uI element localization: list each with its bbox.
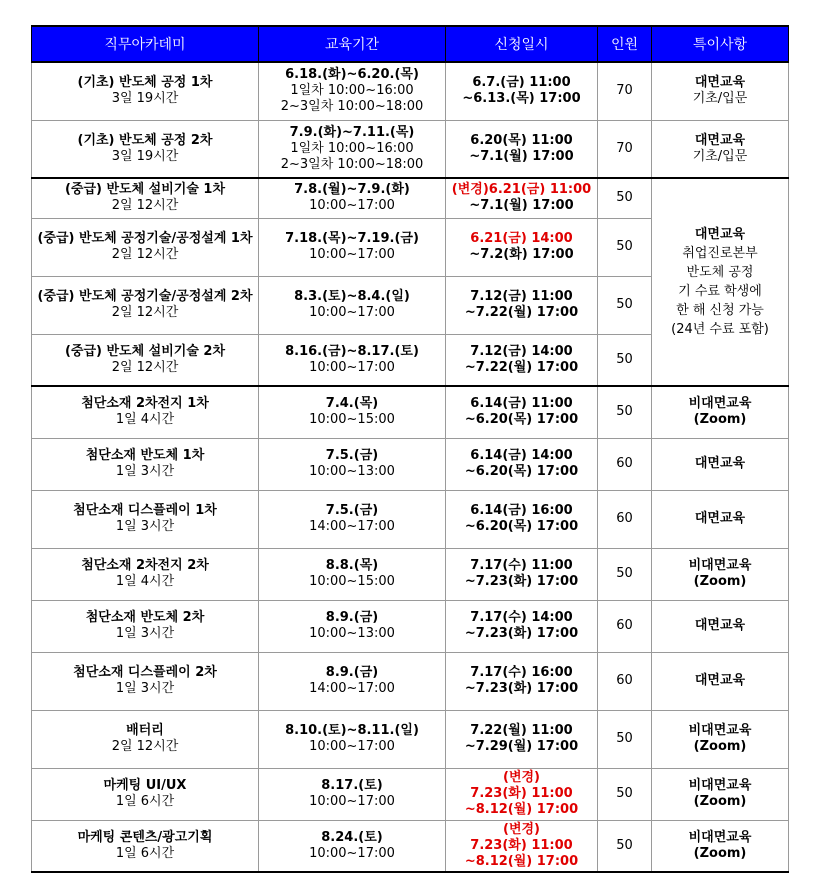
course-title: 첨단소재 2차전지 2차	[81, 558, 209, 573]
apply-end: ~7.23(화) 17:00	[464, 574, 579, 589]
apply-cell	[446, 386, 598, 438]
apply-cell	[446, 120, 598, 178]
period-cell	[259, 548, 446, 600]
period-cell	[259, 334, 446, 386]
apply-start-changed: (변경)6.21(금) 11:00	[451, 182, 592, 198]
course-cell	[32, 438, 259, 490]
note-type: 비대면교육	[688, 829, 752, 845]
apply-cell	[446, 548, 598, 600]
academy-schedule-table	[31, 25, 789, 873]
course-duration: 1일 4시간	[115, 574, 175, 589]
apply-start: 7.17(수) 11:00	[470, 558, 573, 573]
table-row	[32, 600, 789, 652]
apply-start: 7.12(금) 11:00	[470, 289, 573, 304]
period-time: 1일차 10:00~16:00	[290, 83, 414, 99]
course-duration: 1일 3시간	[115, 519, 175, 534]
apply-start-changed: 6.21(금) 14:00	[470, 231, 573, 246]
apply-end: ~7.23(화) 17:00	[464, 626, 579, 641]
apply-start-changed: 7.23(화) 11:00	[470, 837, 573, 853]
apply-start: 7.17(수) 14:00	[470, 610, 573, 625]
course-duration: 1일 4시간	[115, 412, 175, 428]
header-academy: 직무아카데미	[32, 26, 259, 62]
apply-cell	[446, 710, 598, 768]
header-period: 교육기간	[259, 26, 446, 62]
note-type: 대면교육	[694, 75, 746, 91]
period-dates: 7.5.(금)	[325, 448, 379, 463]
apply-end: ~7.22(월) 17:00	[464, 305, 579, 320]
apply-cell	[446, 768, 598, 820]
course-duration: 1일 6시간	[115, 845, 175, 861]
note-line: (24년 수료 포함)	[671, 322, 769, 337]
count-cell: 50	[598, 768, 652, 820]
course-cell	[32, 652, 259, 710]
count-cell: 50	[598, 276, 652, 334]
count-cell: 50	[598, 820, 652, 872]
course-duration: 3일 19시간	[111, 91, 179, 107]
note-detail: (Zoom)	[693, 574, 747, 589]
period-cell	[259, 600, 446, 652]
note-type: 대면교육	[694, 673, 746, 688]
note-cell	[652, 600, 789, 652]
period-cell	[259, 652, 446, 710]
course-cell	[32, 178, 259, 218]
period-time: 10:00~17:00	[309, 359, 395, 375]
period-cell	[259, 218, 446, 276]
apply-cell	[446, 178, 598, 218]
course-duration: 1일 3시간	[115, 626, 175, 641]
period-dates: 8.9.(금)	[325, 665, 379, 680]
merged-note-cell	[652, 178, 789, 386]
note-line: 기 수료 학생에	[678, 284, 762, 299]
period-dates: 8.9.(금)	[325, 610, 379, 625]
course-title: (기초) 반도체 공정 1차	[77, 75, 213, 91]
course-cell	[32, 218, 259, 276]
table-row	[32, 178, 789, 218]
course-title: 첨단소재 반도체 1차	[85, 448, 205, 463]
note-type: 비대면교육	[688, 558, 752, 573]
apply-end: ~6.20(목) 17:00	[464, 464, 579, 479]
course-duration: 3일 19시간	[111, 148, 179, 164]
apply-end: ~7.22(월) 17:00	[464, 359, 579, 375]
course-title: 첨단소재 디스플레이 2차	[73, 665, 217, 680]
period-cell	[259, 768, 446, 820]
period-dates: 8.17.(토)	[321, 778, 383, 793]
header-row	[32, 26, 789, 62]
period-cell	[259, 386, 446, 438]
note-cell	[652, 386, 789, 438]
count-cell: 50	[598, 218, 652, 276]
course-title: 첨단소재 2차전지 1차	[81, 396, 209, 412]
note-line: 한 해 신청 가능	[676, 303, 764, 318]
table-row	[32, 490, 789, 548]
apply-start: 7.22(월) 11:00	[470, 723, 573, 738]
course-duration: 1일 3시간	[115, 464, 175, 479]
note-type: 대면교육	[694, 618, 746, 633]
apply-end-changed: ~8.12(월) 17:00	[464, 802, 579, 817]
apply-cell	[446, 600, 598, 652]
period-cell	[259, 820, 446, 872]
period-time: 10:00~17:00	[309, 198, 395, 214]
note-line: 반도체 공정	[686, 265, 754, 280]
count-cell: 50	[598, 548, 652, 600]
apply-cell	[446, 652, 598, 710]
note-cell	[652, 820, 789, 872]
note-line: 취업진로본부	[682, 246, 758, 261]
course-cell	[32, 334, 259, 386]
apply-end: ~7.29(월) 17:00	[464, 739, 579, 754]
note-type: 대면교육	[694, 511, 746, 526]
note-detail: (Zoom)	[693, 739, 747, 754]
period-time: 10:00~17:00	[309, 794, 395, 809]
period-cell	[259, 276, 446, 334]
course-title: (중급) 반도체 설비기술 2차	[64, 343, 226, 359]
period-time: 2~3일차 10:00~18:00	[280, 156, 424, 172]
period-time: 10:00~17:00	[309, 305, 395, 320]
note-detail: (Zoom)	[693, 794, 747, 809]
course-title: (중급) 반도체 공정기술/공정설계 2차	[37, 289, 253, 304]
apply-start: 7.12(금) 14:00	[470, 343, 573, 359]
apply-cell	[446, 490, 598, 548]
course-duration: 2일 12시간	[111, 247, 179, 262]
apply-changed-label: (변경)	[503, 821, 540, 837]
apply-cell	[446, 62, 598, 120]
course-title: 배터리	[126, 723, 164, 738]
apply-end-changed: ~8.12(월) 17:00	[464, 853, 579, 869]
course-duration: 2일 12시간	[111, 198, 179, 214]
apply-start: 6.14(금) 14:00	[470, 448, 573, 463]
course-duration: 2일 12시간	[111, 739, 179, 754]
count-cell: 50	[598, 178, 652, 218]
period-time: 10:00~13:00	[309, 626, 395, 641]
period-dates: 7.5.(금)	[325, 503, 379, 518]
course-title: (중급) 반도체 공정기술/공정설계 1차	[37, 231, 253, 246]
course-cell	[32, 62, 259, 120]
period-time: 10:00~15:00	[309, 574, 395, 589]
course-duration: 1일 6시간	[115, 794, 175, 809]
table-row	[32, 438, 789, 490]
note-type: 대면교육	[694, 456, 746, 471]
apply-start: 7.17(수) 16:00	[470, 665, 573, 680]
period-dates: 7.4.(목)	[325, 396, 379, 412]
table-row	[32, 62, 789, 120]
period-time: 10:00~17:00	[309, 739, 395, 754]
table-row	[32, 710, 789, 768]
table-row	[32, 768, 789, 820]
header-count: 인원	[598, 26, 652, 62]
course-title: 마케팅 콘텐츠/광고기획	[77, 829, 213, 845]
apply-end: ~6.20(목) 17:00	[464, 519, 579, 534]
note-type: 비대면교육	[688, 396, 752, 412]
note-cell	[652, 652, 789, 710]
period-dates: 8.24.(토)	[321, 829, 383, 845]
count-cell: 50	[598, 710, 652, 768]
period-cell	[259, 710, 446, 768]
period-dates: 8.10.(토)~8.11.(일)	[285, 723, 419, 738]
table-row	[32, 120, 789, 178]
count-cell: 50	[598, 386, 652, 438]
course-title: 첨단소재 디스플레이 1차	[73, 503, 217, 518]
note-type: 대면교육	[694, 132, 746, 148]
course-title: 첨단소재 반도체 2차	[85, 610, 205, 625]
apply-end: ~6.13.(목) 17:00	[462, 91, 581, 107]
period-time: 10:00~13:00	[309, 464, 395, 479]
apply-end: ~7.1(월) 17:00	[469, 198, 574, 214]
period-dates: 7.9.(화)~7.11.(목)	[289, 124, 415, 140]
note-type: 비대면교육	[688, 723, 752, 738]
course-cell	[32, 120, 259, 178]
apply-cell	[446, 334, 598, 386]
note-cell	[652, 120, 789, 178]
period-time: 1일차 10:00~16:00	[290, 140, 414, 156]
course-title: (기초) 반도체 공정 2차	[77, 132, 213, 148]
period-cell	[259, 62, 446, 120]
period-time: 10:00~17:00	[309, 845, 395, 861]
count-cell: 50	[598, 334, 652, 386]
course-cell	[32, 490, 259, 548]
apply-end: ~6.20(목) 17:00	[464, 412, 579, 428]
course-cell	[32, 276, 259, 334]
period-time: 10:00~15:00	[309, 412, 395, 428]
period-cell	[259, 490, 446, 548]
apply-start: 6.14(금) 11:00	[470, 396, 573, 412]
course-cell	[32, 768, 259, 820]
period-cell	[259, 438, 446, 490]
table-row	[32, 820, 789, 872]
table-row	[32, 652, 789, 710]
note-type: 비대면교육	[688, 778, 752, 793]
table-row	[32, 386, 789, 438]
period-time: 2~3일차 10:00~18:00	[280, 99, 424, 115]
apply-cell	[446, 276, 598, 334]
course-cell	[32, 386, 259, 438]
apply-start: 6.7.(금) 11:00	[472, 75, 571, 91]
apply-changed-label: (변경)	[503, 770, 540, 785]
note-cell	[652, 710, 789, 768]
count-cell: 60	[598, 438, 652, 490]
course-duration: 1일 3시간	[115, 681, 175, 696]
table-row	[32, 548, 789, 600]
apply-end: ~7.23(화) 17:00	[464, 681, 579, 696]
period-dates: 7.8.(월)~7.9.(화)	[294, 182, 410, 198]
period-dates: 7.18.(목)~7.19.(금)	[285, 231, 419, 246]
note-detail: 기초/입문	[692, 148, 748, 164]
apply-start: 6.20(목) 11:00	[470, 132, 573, 148]
apply-cell	[446, 438, 598, 490]
period-dates: 8.8.(목)	[325, 558, 379, 573]
course-cell	[32, 600, 259, 652]
period-cell	[259, 120, 446, 178]
apply-start-changed: 7.23(화) 11:00	[470, 786, 573, 801]
period-time: 10:00~17:00	[309, 247, 395, 262]
note-cell	[652, 490, 789, 548]
period-cell	[259, 178, 446, 218]
course-cell	[32, 710, 259, 768]
note-detail: 기초/입문	[692, 91, 748, 107]
apply-end: ~7.2(화) 17:00	[469, 247, 574, 262]
header-note: 특이사항	[652, 26, 789, 62]
note-cell	[652, 548, 789, 600]
period-time: 14:00~17:00	[309, 681, 395, 696]
count-cell: 70	[598, 62, 652, 120]
apply-cell	[446, 820, 598, 872]
period-time: 14:00~17:00	[309, 519, 395, 534]
apply-start: 6.14(금) 16:00	[470, 503, 573, 518]
course-cell	[32, 548, 259, 600]
count-cell: 60	[598, 652, 652, 710]
count-cell: 70	[598, 120, 652, 178]
note-cell	[652, 768, 789, 820]
note-cell	[652, 62, 789, 120]
course-title: 마케팅 UI/UX	[103, 778, 187, 793]
apply-end: ~7.1(월) 17:00	[469, 148, 574, 164]
period-dates: 8.16.(금)~8.17.(토)	[285, 343, 419, 359]
note-detail: (Zoom)	[693, 412, 747, 428]
note-type: 대면교육	[694, 227, 746, 242]
count-cell: 60	[598, 600, 652, 652]
course-duration: 2일 12시간	[111, 305, 179, 320]
note-cell	[652, 438, 789, 490]
note-detail: (Zoom)	[693, 845, 747, 861]
course-cell	[32, 820, 259, 872]
period-dates: 8.3.(토)~8.4.(일)	[294, 289, 410, 304]
apply-cell	[446, 218, 598, 276]
course-title: (중급) 반도체 설비기술 1차	[64, 182, 226, 198]
course-duration: 2일 12시간	[111, 359, 179, 375]
period-dates: 6.18.(화)~6.20.(목)	[285, 67, 419, 83]
count-cell: 60	[598, 490, 652, 548]
header-apply: 신청일시	[446, 26, 598, 62]
